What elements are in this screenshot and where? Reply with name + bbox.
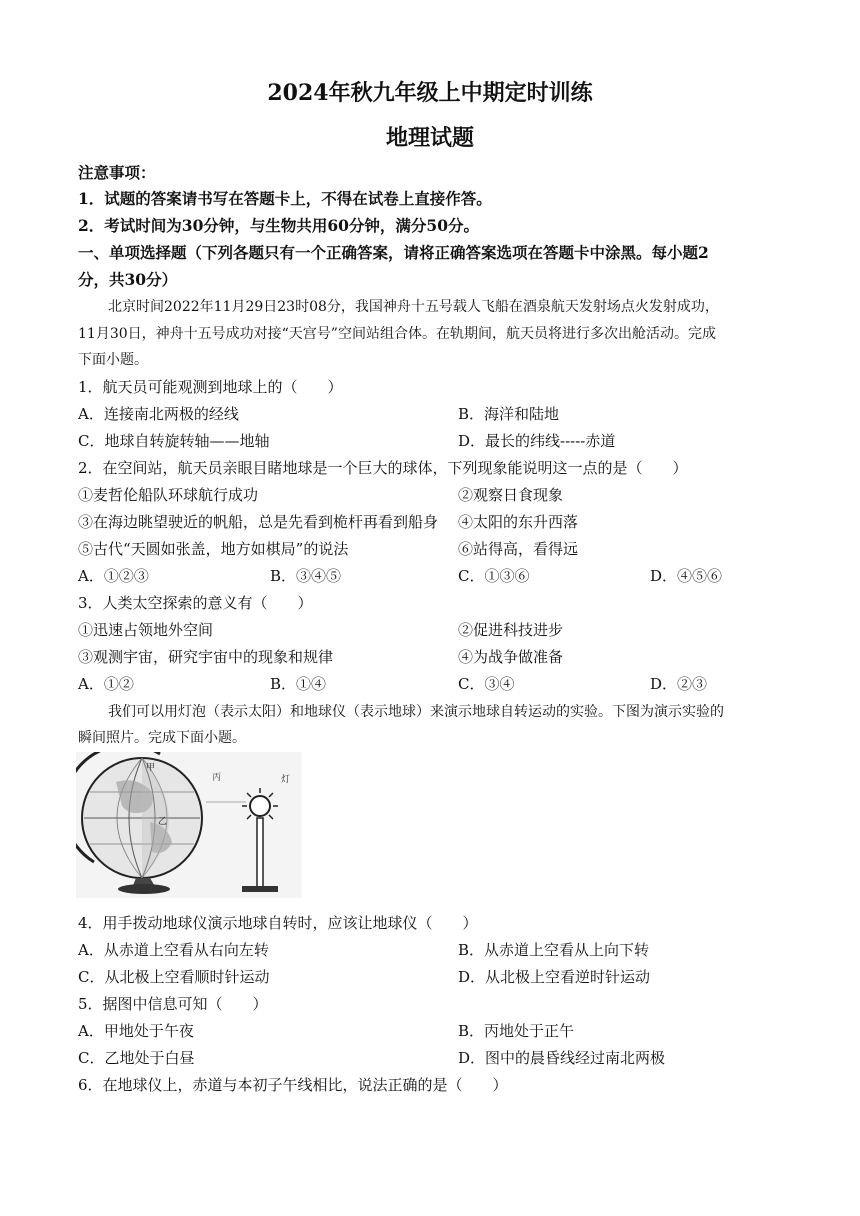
- notice-item-2: 2．考试时间为30分钟，与生物共用60分钟，满分50分。: [78, 216, 479, 235]
- label-bing: 丙: [212, 773, 222, 783]
- q2-statement-2: ②观察日食现象: [458, 486, 564, 504]
- q5-option-b: B．丙地处于正午: [458, 1022, 575, 1040]
- q2-option-a: A．①②③: [78, 567, 149, 585]
- q1-option-a: A．连接南北两极的经线: [78, 405, 239, 423]
- q6-stem: 6．在地球仪上，赤道与本初子午线相比，说法正确的是（ ）: [78, 1076, 508, 1094]
- exam-title: 2024年秋九年级上中期定时训练: [267, 80, 593, 106]
- q5-stem: 5．据图中信息可知（ ）: [78, 995, 268, 1013]
- q1-option-b: B．海洋和陆地: [458, 405, 560, 423]
- exam-subtitle: 地理试题: [385, 125, 474, 151]
- q2-statement-3: ③在海边眺望驶近的帆船，总是先看到桅杆再看到船身: [78, 513, 439, 531]
- label-yi: 乙: [158, 817, 168, 827]
- q3-stem: 3．人类太空探索的意义有（ ）: [78, 594, 313, 612]
- q5-option-c: C．乙地处于白昼: [78, 1049, 195, 1067]
- q3-option-d: D．②③: [650, 675, 708, 693]
- q2-statement-4: ④太阳的东升西落: [458, 513, 579, 531]
- q2-option-d: D．④⑤⑥: [650, 567, 723, 585]
- passage1-line-2: 11月30日，神舟十五号成功对接“天宫号”空间站组合体。在轨期间，航天员将进行多次出舱活动。完成: [78, 326, 716, 342]
- q3-statement-1: ①迅速占领地外空间: [78, 621, 214, 639]
- q3-option-c: C．③④: [458, 675, 515, 693]
- q3-option-b: B．①④: [270, 675, 327, 693]
- passage1-line-1: 北京时间2022年11月29日23时08分，我国神舟十五号载人飞船在酒泉航天发射场点火发射成功，: [108, 299, 719, 315]
- section-heading-line-1: 一、单项选择题（下列各题只有一个正确答案，请将正确答案选项在答题卡中涂黑。每小题2: [78, 243, 709, 262]
- q2-statement-6: ⑥站得高，看得远: [458, 540, 579, 558]
- label-lamp: 灯: [281, 775, 291, 785]
- q5-option-a: A．甲地处于午夜: [78, 1022, 194, 1040]
- section-heading-line-2: 分，共30分）: [78, 270, 178, 289]
- q2-statement-5: ⑤古代“天圆如张盖，地方如棋局”的说法: [78, 540, 349, 558]
- passage2-line-1: 我们可以用灯泡（表示太阳）和地球仪（表示地球）来演示地球自转运动的实验。下图为演示实验的: [108, 704, 724, 720]
- q1-option-c: C．地球自转旋转轴——地轴: [78, 432, 270, 450]
- q2-option-b: B．③④⑤: [270, 567, 342, 585]
- q2-option-c: C．①③⑥: [458, 567, 530, 585]
- q3-statement-3: ③观测宇宙，研究宇宙中的现象和规律: [78, 648, 334, 666]
- q2-statement-1: ①麦哲伦船队环球航行成功: [78, 486, 259, 504]
- label-jia: 甲: [146, 763, 156, 773]
- q5-option-d: D．图中的晨昏线经过南北两极: [458, 1049, 666, 1067]
- q3-statement-4: ④为战争做准备: [458, 648, 564, 666]
- globe-lamp-figure: [76, 752, 302, 898]
- q4-stem: 4．用手拨动地球仪演示地球自转时，应该让地球仪（ ）: [78, 914, 478, 932]
- q4-option-b: B．从赤道上空看从上向下转: [458, 941, 650, 959]
- q3-statement-2: ②促进科技进步: [458, 621, 564, 639]
- q3-option-a: A．①②: [78, 675, 134, 693]
- q1-stem: 1．航天员可能观测到地球上的（ ）: [78, 378, 343, 396]
- notice-heading: 注意事项：: [78, 163, 156, 182]
- q4-option-c: C．从北极上空看顺时针运动: [78, 968, 270, 986]
- passage1-line-3: 下面小题。: [78, 352, 148, 368]
- q4-option-a: A．从赤道上空看从右向左转: [78, 941, 269, 959]
- passage2-line-2: 瞬间照片。完成下面小题。: [78, 730, 246, 746]
- notice-item-1: 1．试题的答案请书写在答题卡上，不得在试卷上直接作答。: [78, 189, 492, 208]
- q2-stem: 2．在空间站，航天员亲眼目睹地球是一个巨大的球体，下列现象能说明这一点的是（ ）: [78, 459, 688, 477]
- q4-option-d: D．从北极上空看逆时针运动: [458, 968, 651, 986]
- q1-option-d: D．最长的纬线-----赤道: [458, 432, 616, 450]
